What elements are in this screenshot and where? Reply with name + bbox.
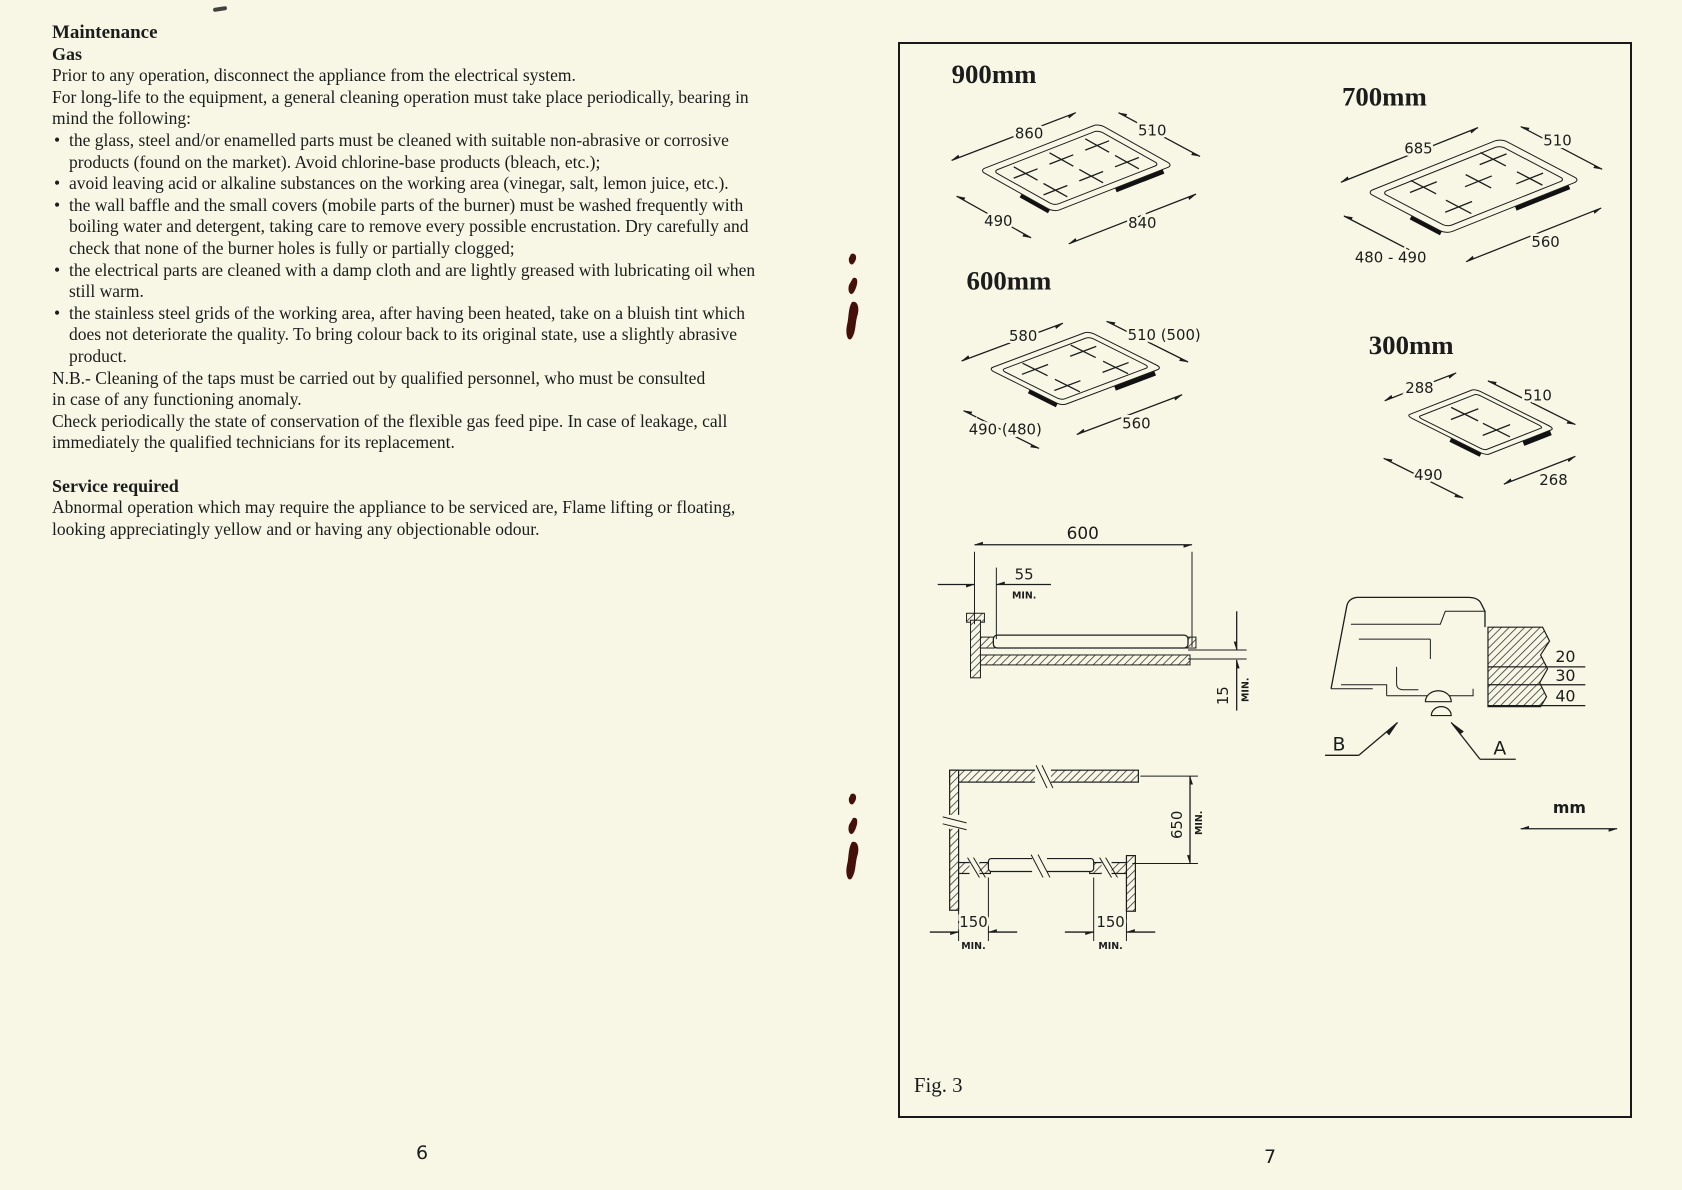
dimension-label: 860 bbox=[1014, 124, 1044, 143]
dimension-label: 510 bbox=[1543, 131, 1572, 150]
maintenance-text-column bbox=[52, 22, 758, 541]
dimension-label: 650 bbox=[1168, 810, 1187, 840]
hob-600mm-diagram bbox=[962, 265, 1201, 448]
hob-size-label: 300mm bbox=[1368, 330, 1454, 361]
dimension-label: 580 bbox=[1008, 327, 1038, 346]
list-item: • the electrical parts are cleaned with a damp cloth and are lightly greased with lubricating oil when still warm. bbox=[52, 260, 758, 303]
clamp-callout-label: B bbox=[1332, 733, 1346, 756]
screw-callout-label: A bbox=[1493, 737, 1507, 760]
min-label: MIN. bbox=[1193, 810, 1205, 836]
dimension-label: 840 bbox=[1128, 213, 1157, 232]
hob-size-label: 700mm bbox=[1341, 81, 1427, 112]
worktop-thickness-label: 20 bbox=[1555, 646, 1576, 666]
page-number-left: 6 bbox=[416, 1142, 429, 1164]
figure-3-frame bbox=[898, 42, 1632, 1118]
min-label: MIN. bbox=[1011, 590, 1037, 602]
hob-size-label: 900mm bbox=[951, 58, 1037, 89]
dimension-label: 15 bbox=[1213, 686, 1232, 706]
intro-paragraph: For long-life to the equipment, a general cleaning operation must take place periodically, bearing in mind the following: bbox=[52, 86, 749, 129]
dimension-label: 55 bbox=[1014, 565, 1034, 584]
hob-900mm-diagram bbox=[952, 59, 1200, 244]
min-label: MIN. bbox=[1240, 677, 1252, 702]
service-required-section bbox=[52, 476, 758, 541]
dimension-label: 268 bbox=[1539, 471, 1568, 490]
section-heading-gas: Gas bbox=[52, 43, 83, 64]
dimension-label: 560 bbox=[1531, 232, 1560, 251]
dimension-label: 150 bbox=[1096, 913, 1125, 932]
hob-700mm-diagram bbox=[1341, 82, 1602, 267]
dimension-label: 510 (500) bbox=[1127, 326, 1201, 345]
units-legend bbox=[1521, 798, 1617, 829]
dimension-label: 490 bbox=[1414, 466, 1443, 485]
cutout-section-diagram bbox=[938, 523, 1252, 711]
units-label: mm bbox=[1552, 797, 1586, 817]
nb-paragraph: N.B.- Cleaning of the taps must be carried out by qualified personnel, who must be consulted bbox=[52, 367, 706, 388]
nb-paragraph: Check periodically the state of conservation of the flexible gas feed pipe. In case of leakage, call immediately the qualified technicians for its replacement. bbox=[52, 410, 728, 453]
maintenance-bullet-list bbox=[52, 130, 758, 368]
fixing-detail-diagram bbox=[1325, 597, 1585, 759]
section-heading-service: Service required bbox=[52, 475, 179, 496]
dimension-label: 600 bbox=[1066, 522, 1099, 543]
worktop-thickness-label: 40 bbox=[1555, 686, 1576, 706]
worktop-thickness-label: 30 bbox=[1555, 665, 1576, 685]
page-number-right: 7 bbox=[1264, 1146, 1277, 1168]
dimension-label: 490 bbox=[984, 211, 1013, 230]
dimension-label: 510 bbox=[1138, 121, 1167, 140]
ink-stain-upper bbox=[841, 252, 863, 344]
nb-paragraph: in case of any functioning anomaly. bbox=[52, 389, 302, 410]
list-item: • the glass, steel and/or enamelled parts must be cleaned with suitable non-abrasive or corrosive products (found on the market). Avoid chlorine-base products (bleach, etc.); bbox=[52, 130, 758, 173]
figure-3-drawing bbox=[900, 44, 1629, 1115]
page-title: Maintenance bbox=[52, 22, 158, 43]
list-item: • avoid leaving acid or alkaline substances on the working area (vinegar, salt, lemon juice, etc.). bbox=[52, 173, 758, 195]
list-item: • the wall baffle and the small covers (mobile parts of the burner) must be washed frequently with boiling water and detergent, taking care to remove every possible encrustation. Dry carefully and check that none of the burner holes is fully or partially clogged; bbox=[52, 195, 758, 260]
dimension-label: 150 bbox=[959, 913, 988, 932]
hob-size-label: 600mm bbox=[966, 265, 1052, 296]
min-label: MIN. bbox=[961, 940, 986, 952]
list-item: • the stainless steel grids of the working area, after having been heated, take on a bluish tint which does not deteriorate the quality. To bring colour back to its original state, use a slightly abrasive product. bbox=[52, 303, 758, 368]
dimension-label: 288 bbox=[1405, 378, 1434, 397]
dimension-label: 510 bbox=[1523, 386, 1552, 405]
min-label: MIN. bbox=[1098, 940, 1123, 952]
intro-paragraph: Prior to any operation, disconnect the appliance from the electrical system. bbox=[52, 65, 576, 86]
dimension-label: 685 bbox=[1404, 139, 1433, 158]
ink-stain-lower bbox=[841, 792, 863, 884]
scan-artifact-mark bbox=[213, 6, 227, 12]
service-paragraph: Abnormal operation which may require the appliance to be serviced are, Flame lifting or floating, looking appreciatingly yellow and or having any objectionable odour. bbox=[52, 497, 736, 540]
figure-caption: Fig. 3 bbox=[913, 1072, 963, 1097]
dimension-label: 560 bbox=[1122, 414, 1151, 433]
dimension-label: 490 (480) bbox=[968, 420, 1042, 439]
hood-clearance-diagram bbox=[930, 765, 1205, 952]
hob-300mm-diagram bbox=[1369, 330, 1576, 498]
dimension-label: 480 - 490 bbox=[1354, 248, 1427, 267]
